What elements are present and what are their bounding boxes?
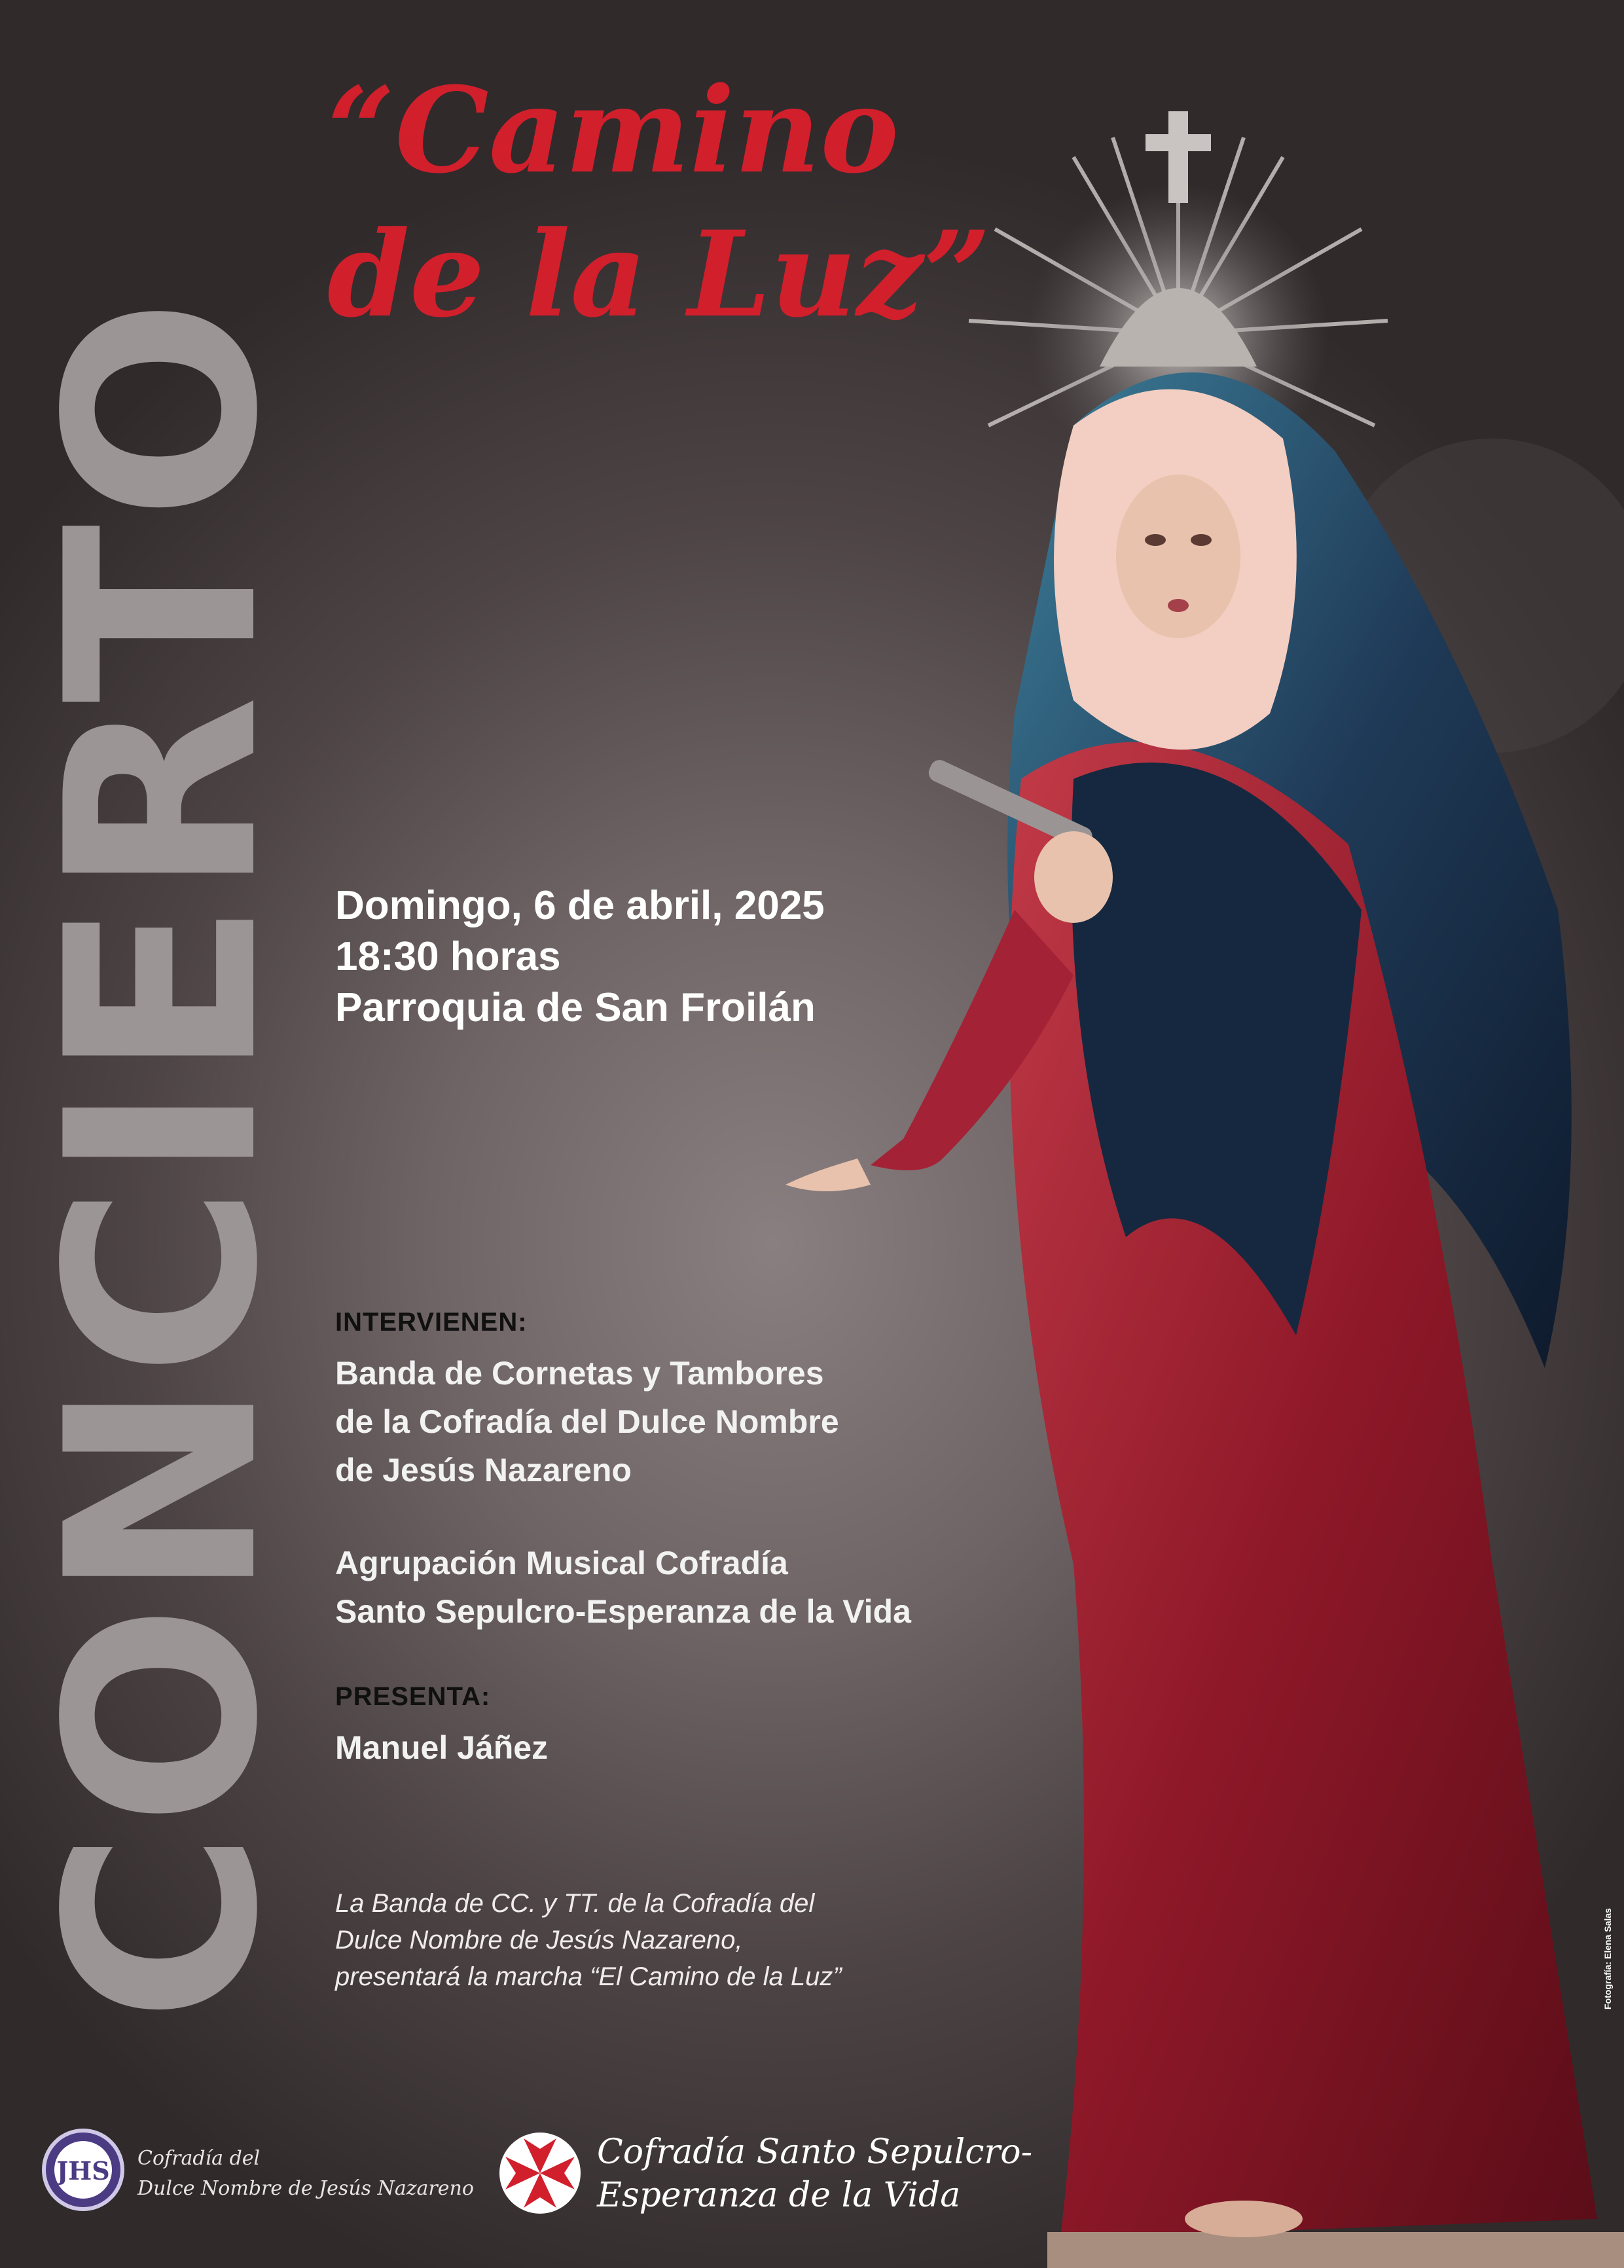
band1-line2: de la Cofradía del Dulce Nombre <box>335 1403 839 1440</box>
vertical-concert-word: CONCIERTO <box>11 294 316 2023</box>
note-line-1: La Banda de CC. y TT. de la Cofradía del <box>335 1889 815 1918</box>
band2-line2: Santo Sepulcro-Esperanza de la Vida <box>335 1593 911 1630</box>
event-date: Domingo, 6 de abril, 2025 <box>335 883 825 928</box>
performers-section <box>335 1308 911 1636</box>
note-line-2: Dulce Nombre de Jesús Nazareno, <box>335 1926 743 1954</box>
march-note <box>335 1885 842 1995</box>
logo1-line2: Dulce Nombre de Jesús Nazareno <box>137 2177 474 2200</box>
poster-title <box>327 59 1047 347</box>
logo1-line1: Cofradía del <box>137 2147 261 2170</box>
maltese-cross-icon <box>497 2131 583 2216</box>
logo1-text <box>137 2144 474 2204</box>
performers-heading: INTERVIENEN: <box>335 1308 528 1337</box>
photo-credit: Fotografía: Elena Salas <box>1602 1908 1613 2009</box>
virgin-statue-image <box>707 59 1624 2268</box>
event-place: Parroquia de San Froilán <box>335 985 816 1030</box>
jhs-emblem-icon <box>41 2127 126 2212</box>
presenter-name: Manuel Jáñez <box>335 1729 549 1766</box>
presenter-section <box>335 1682 548 1772</box>
band1-line1: Banda de Cornetas y Tambores <box>335 1355 824 1392</box>
band2-line1: Agrupación Musical Cofradía <box>335 1545 788 1581</box>
band1-line3: de Jesús Nazareno <box>335 1452 632 1488</box>
jhs-emblem-text: JHS <box>56 2156 110 2186</box>
title-line-2: de la Luz” <box>327 206 991 344</box>
presenter-heading: PRESENTA: <box>335 1682 491 1711</box>
title-line-1: “Camino <box>327 62 899 200</box>
logo2-line1: Cofradía Santo Sepulcro- <box>597 2133 1033 2172</box>
logo2-line2: Esperanza de la Vida <box>597 2176 961 2215</box>
event-time: 18:30 horas <box>335 934 561 979</box>
logo2-text <box>597 2131 1032 2217</box>
note-line-3: presentará la marcha “El Camino de la Luz” <box>335 1962 842 1991</box>
event-details <box>335 880 825 1034</box>
